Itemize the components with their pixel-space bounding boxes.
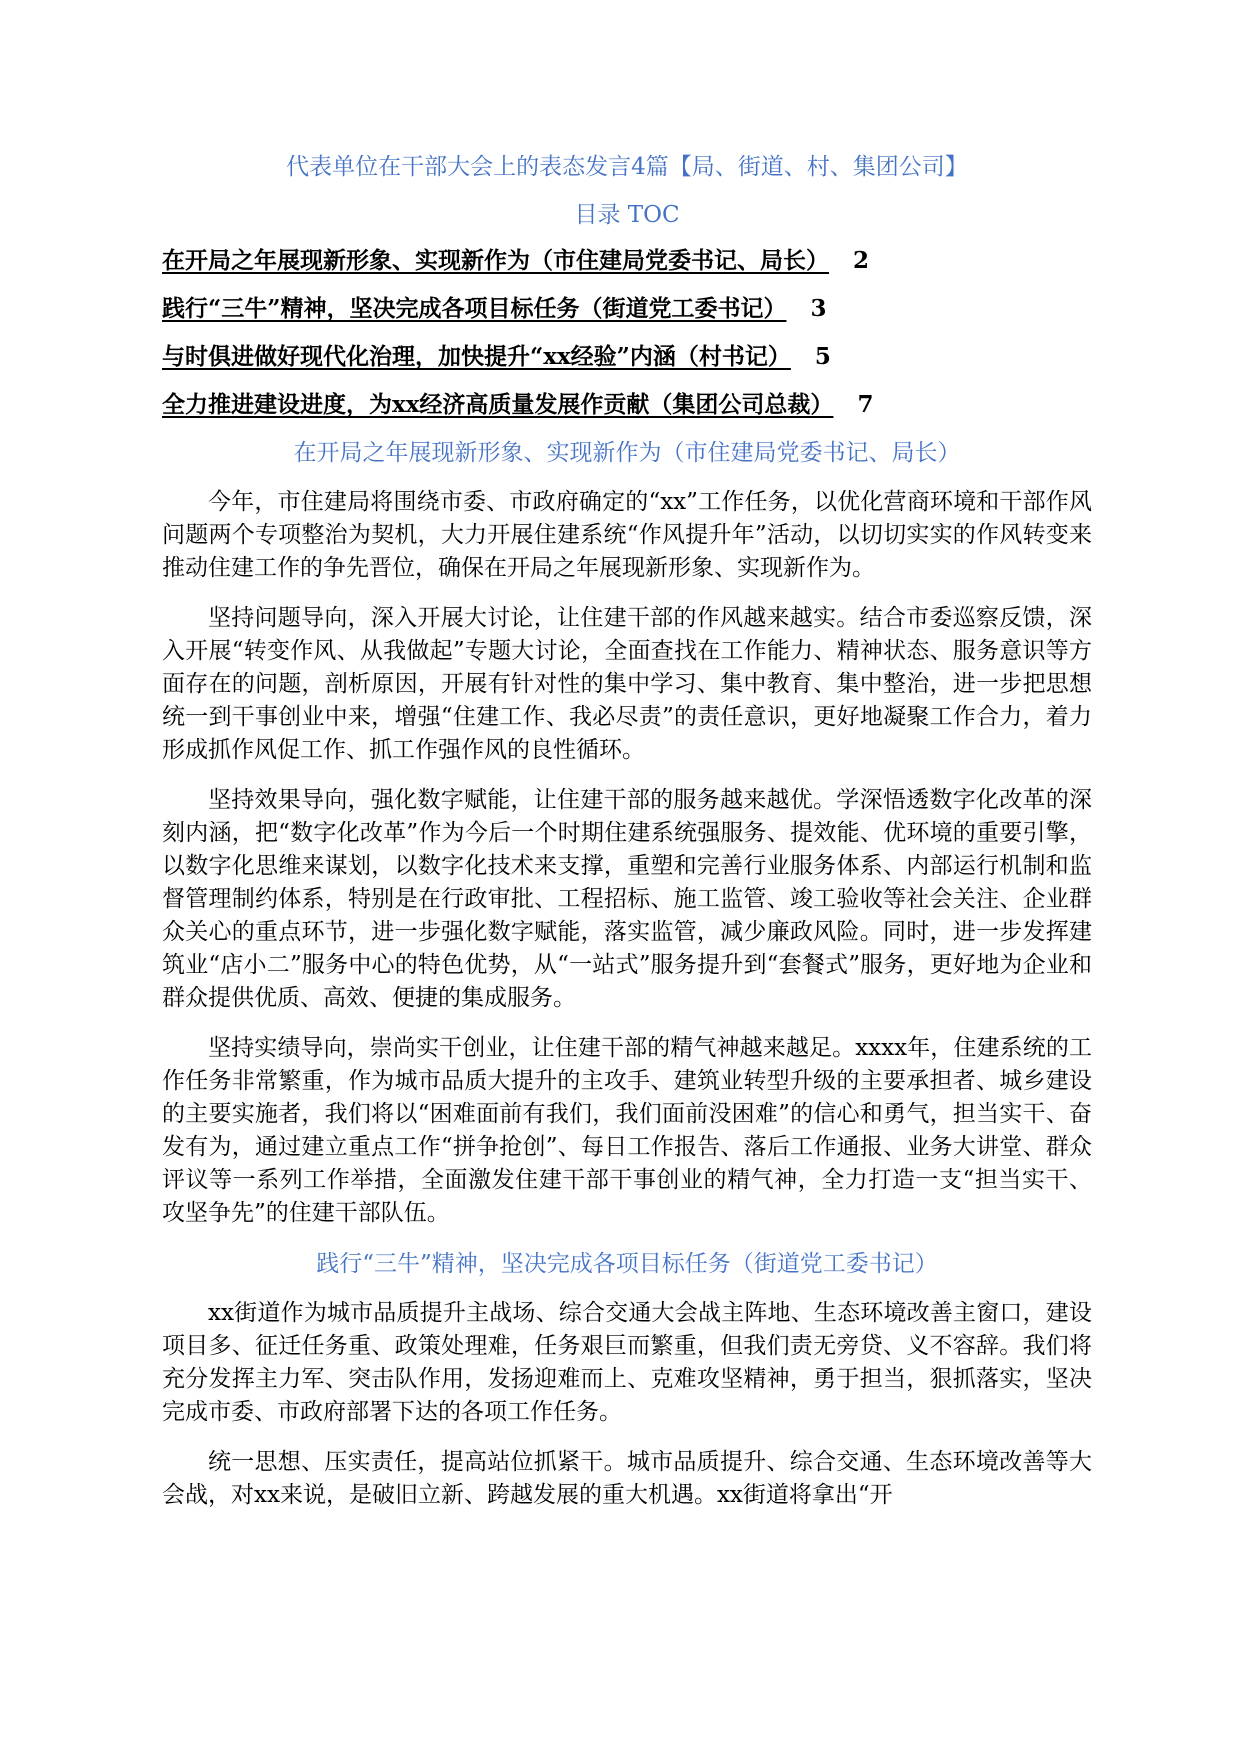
toc-entry-1[interactable]	[162, 242, 1092, 290]
toc-entry-text[interactable]: 践行“三牛”精神，坚决完成各项目标任务（街道党工委书记）	[162, 295, 787, 322]
document-page	[162, 150, 1092, 1529]
toc-entry-text[interactable]: 全力推进建设进度，为xx经济高质量发展作贡献（集团公司总裁）	[162, 391, 834, 418]
paragraph: 今年，市住建局将围绕市委、市政府确定的“xx”工作任务，以优化营商环境和干部作风问题两个专项整治为契机，大力开展住建系统“作风提升年”活动，以切切实实的作风转变来推动住建工作的争先晋位，确保在开局之年展现新形象、实现新作为。	[162, 489, 1092, 581]
toc-entry-page: 5	[814, 343, 831, 370]
paragraph: 坚持实绩导向，崇尚实干创业，让住建干部的精气神越来越足。xxxx年，住建系统的工作任务非常繁重，作为城市品质大提升的主攻手、建筑业转型升级的主要承担者、城乡建设的主要实施者，我们将以“困难面前有我们，我们面前没困难”的信心和勇气，担当实干、奋发有为，通过建立重点工作“拼争抢创”、每日工作报告、落后工作通报、业务大讲堂、群众评议等一系列工作举措，全面激发住建干部干事创业的精气神，全力打造一支“担当实干、攻坚争先”的住建干部队伍。	[162, 1035, 1092, 1226]
paragraph: 统一思想、压实责任，提高站位抓紧干。城市品质提升、综合交通、生态环境改善等大会战，对xx来说，是破旧立新、跨越发展的重大机遇。xx街道将拿出“开	[162, 1449, 1092, 1508]
section-heading: 践行“三牛”精神，坚决完成各项目标任务（街道党工委书记）	[316, 1251, 938, 1277]
toc-entry-text[interactable]: 在开局之年展现新形象、实现新作为（市住建局党委书记、局长）	[162, 247, 829, 274]
section-2	[162, 1247, 1092, 1512]
toc-entry-text[interactable]: 与时俱进做好现代化治理，加快提升“xx经验”内涵（村书记）	[162, 343, 791, 370]
toc-entry-2[interactable]	[162, 290, 1092, 338]
document-title: 代表单位在干部大会上的表态发言4篇【局、街道、村、集团公司】	[286, 154, 968, 180]
toc-entry-page: 7	[857, 391, 874, 418]
toc-entry-page: 3	[810, 295, 827, 322]
toc-heading: 目录 TOC	[574, 202, 680, 228]
paragraph: 坚持问题导向，深入开展大讨论，让住建干部的作风越来越实。结合市委巡察反馈，深入开展“转变作风、从我做起”专题大讨论，全面查找在工作能力、精神状态、服务意识等方面存在的问题，剖析原因，开展有针对性的集中学习、集中教育、集中整治，进一步把思想统一到干事创业中来，增强“住建工作、我必尽责”的责任意识，更好地凝聚工作合力，着力形成抓作风促工作、抓工作强作风的良性循环。	[162, 605, 1092, 763]
toc-entry-page: 2	[853, 247, 870, 274]
toc-entry-3[interactable]	[162, 338, 1092, 386]
section-1	[162, 436, 1092, 1230]
table-of-contents	[162, 242, 1092, 434]
paragraph: 坚持效果导向，强化数字赋能，让住建干部的服务越来越优。学深悟透数字化改革的深刻内涵，把“数字化改革”作为今后一个时期住建系统强服务、提效能、优环境的重要引擎，以数字化思维来谋划，以数字化技术来支撑，重塑和完善行业服务体系、内部运行机制和监督管理制约体系，特别是在行政审批、工程招标、施工监管、竣工验收等社会关注、企业群众关心的重点环节，进一步强化数字赋能，落实监管，减少廉政风险。同时，进一步发挥建筑业“店小二”服务中心的特色优势，从“一站式”服务提升到“套餐式”服务，更好地为企业和群众提供优质、高效、便捷的集成服务。	[162, 787, 1092, 1011]
paragraph: xx街道作为城市品质提升主战场、综合交通大会战主阵地、生态环境改善主窗口，建设项目多、征迁任务重、政策处理难，任务艰巨而繁重，但我们责无旁贷、义不容辞。我们将充分发挥主力军、突击队作用，发扬迎难而上、克难攻坚精神，勇于担当，狠抓落实，坚决完成市委、市政府部署下达的各项工作任务。	[162, 1300, 1092, 1425]
section-heading: 在开局之年展现新形象、实现新作为（市住建局党委书记、局长）	[293, 440, 961, 466]
toc-entry-4[interactable]	[162, 386, 1092, 434]
